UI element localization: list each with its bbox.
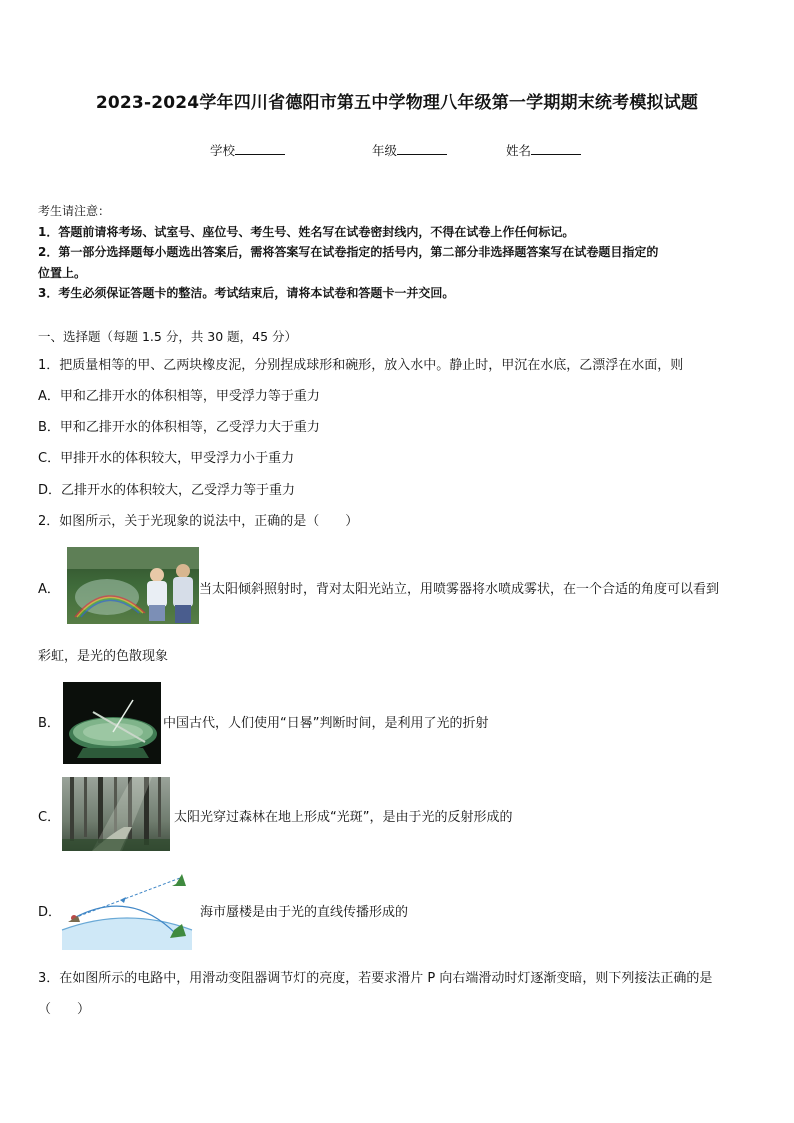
q2-stem: 2．如图所示，关于光现象的说法中，正确的是（ ） xyxy=(38,514,359,529)
grade-blank[interactable] xyxy=(397,142,447,155)
q2-option-a-text: 当太阳倾斜照射时，背对太阳光站立，用喷雾器将水喷成雾状，在一个合适的角度可以看到 xyxy=(199,582,720,597)
name-label: 姓名 xyxy=(506,143,532,158)
q1-option-c: C．甲排开水的体积较大，甲受浮力小于重力 xyxy=(38,451,295,466)
school-label: 学校 xyxy=(210,143,236,158)
q1-stem: 1．把质量相等的甲、乙两块橡皮泥，分别捏成球形和碗形，放入水中。静止时，甲沉在水底，乙漂浮在水面，则 xyxy=(38,358,684,373)
q2-option-c-letter: C． xyxy=(38,810,61,825)
section-heading: 一、选择题（每题 1.5 分，共 30 题，45 分） xyxy=(38,329,298,344)
q2-option-c-text: 太阳光穿过森林在地上形成“光斑”，是由于光的反射形成的 xyxy=(174,810,513,825)
note-item-1: 1．答题前请将考场、试室号、座位号、考生号、姓名写在试卷密封线内，不得在试卷上作任何标记。 xyxy=(38,224,575,239)
q2-option-b-text: 中国古代，人们使用“日晷”判断时间，是利用了光的折射 xyxy=(163,716,489,731)
note-item-3: 3．考生必须保证答题卡的整洁。考试结束后，请将本试卷和答题卡一并交回。 xyxy=(38,286,455,300)
notes-heading: 考生请注意： xyxy=(38,204,111,218)
page-title: 2023-2024学年四川省德阳市第五中学物理八年级第一学期期末统考模拟试题 xyxy=(95,93,699,113)
name-field xyxy=(506,141,581,159)
mirage-diagram xyxy=(60,866,194,950)
school-field xyxy=(210,141,285,159)
grade-field xyxy=(372,141,447,159)
q2-option-b-letter: B． xyxy=(38,716,60,731)
sundial-image xyxy=(63,682,161,764)
school-blank[interactable] xyxy=(235,142,285,155)
q1-option-d: D．乙排开水的体积较大，乙受浮力等于重力 xyxy=(38,483,296,498)
q3-stem-cont: （ ） xyxy=(38,1002,91,1017)
q2-option-d-letter: D． xyxy=(38,905,62,920)
rainbow-spray-image xyxy=(67,547,199,624)
q2-option-a-text-cont: 彩虹，是光的色散现象 xyxy=(38,649,169,664)
q2-option-d-text: 海市蜃楼是由于光的直线传播形成的 xyxy=(200,905,409,920)
q2-option-a-letter: A． xyxy=(38,582,60,597)
q1-option-b: B．甲和乙排开水的体积相等，乙受浮力大于重力 xyxy=(38,420,320,435)
grade-label: 年级 xyxy=(372,143,398,158)
exam-notes xyxy=(38,201,763,304)
q1-option-a: A．甲和乙排开水的体积相等，甲受浮力等于重力 xyxy=(38,389,320,404)
note-item-2-cont: 位置上。 xyxy=(38,265,87,280)
forest-light-image xyxy=(62,777,170,851)
note-item-2: 2．第一部分选择题每小题选出答案后，需将答案写在试卷指定的括号内，第二部分非选择题答案写在试卷题目指定的 xyxy=(38,245,659,259)
name-blank[interactable] xyxy=(531,142,581,155)
q3-stem: 3．在如图所示的电路中，用滑动变阻器调节灯的亮度，若要求滑片 P 向右端滑动时灯逐渐变暗，则下列接法正确的是 xyxy=(38,971,713,986)
